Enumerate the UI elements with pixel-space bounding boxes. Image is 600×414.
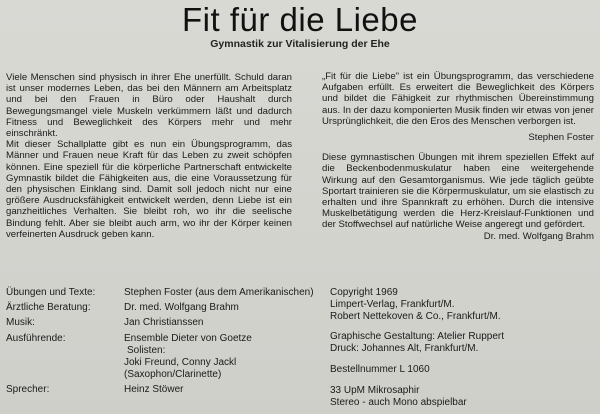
right-text-column (322, 71, 594, 242)
credit-value: Dr. med. Wolfgang Brahm (124, 302, 239, 314)
credit-row (6, 287, 324, 299)
copyright: Copyright 1969 (330, 287, 398, 298)
credit-row (6, 333, 324, 382)
quote-paragraph: „Fit für die Liebe" ist ein Übungsprogramm, das verschiedene Aufgaben erfüllt. Es erweitert die Beweglichkeit des Körpers und bildet die Fähigkeit zur rhythmischen Übereinstimmung aus. In der dazu komponierten Musik finden wir etwas von jener Ursprünglichkeit, die den Eros des Menschen verborgen ist. (322, 71, 594, 127)
soloists-label: Solisten: (127, 344, 166, 356)
publisher-info (330, 287, 592, 408)
left-text-column (6, 72, 292, 240)
publisher-line: Limpert-Verlag, Frankfurt/M. (330, 298, 455, 310)
medical-paragraph: Diese gymnastischen Übungen mit ihrem speziellen Effekt auf die Beckenbodenmuskulatur haben eine weitergehende Wirkung auf den Gesamtorganismus. Wie jede täglich geübte Sportart trainieren sie die Körpermuskulatur, um sie elastisch zu erhalten und ihre Spannkraft zu erhöhen. Durch die intensive Muskelbetätigung werden die Herz-Kreislauf-Funktionen und der Stoffwechsel auf natürliche Weise angeregt und gefördert. (322, 152, 594, 231)
body-paragraph: Mit dieser Schallplatte gibt es nun ein Übungsprogramm, das Männer und Frauen neue Kraft für das Leben zu zweit schöpfen können. Eine speziell für die körperliche Partnerschaft entwickelte Gymnastik bildet die Fähigkeiten aus, die eine Voraussetzung für den physischen Einklang sind. Damit soll jedoch nicht nur eine größere Ausdrucksfähigkeit entwickelt werden, denn Liebe ist ein ganzheitliches Verhalten. Sie bleibt roh, wo ihr die seelische Bindung fehlt. Aber sie bleibt auch arm, wo ihr der Körper keinen verfeinerten Ausdruck geben kann. (6, 139, 292, 240)
credit-row (6, 302, 324, 314)
record-format: 33 UpM Mikrosaphir (330, 384, 420, 396)
credit-label: Ärztliche Beratung: (6, 302, 91, 314)
credit-label: Sprecher: (6, 384, 50, 396)
credit-row (6, 317, 324, 329)
credit-label: Übungen und Texte: (6, 287, 96, 298)
credit-value: Heinz Stöwer (124, 384, 184, 396)
order-number: Bestellnummer L 1060 (330, 363, 430, 375)
credit-label: Ausführende: (6, 332, 66, 344)
credit-value (124, 333, 324, 382)
publisher-line-2: Robert Nettekoven & Co., Frankfurt/M. (330, 310, 501, 322)
credits-list (6, 287, 324, 400)
ensemble-name: Ensemble Dieter von Goetze (124, 332, 252, 344)
medical-author: Dr. med. Wolfgang Brahm (483, 230, 594, 242)
quote-author: Stephen Foster (528, 132, 594, 144)
page-title: Fit für die Liebe (182, 1, 418, 38)
stereo-note: Stereo - auch Mono abspielbar (330, 396, 467, 408)
design-credit: Graphische Gestaltung: Atelier Ruppert (330, 331, 504, 343)
intro-paragraph: Viele Menschen sind physisch in ihrer Ehe unerfüllt. Schuld daran ist unser modernes Leben, das bei den Männern am Arbeitsplatz und bei den Frauen in Büro oder Haushalt durch Bewegungsmangel viele Muskeln verkümmern läßt und dadurch Fitness und Beweglichkeit des Körpers mehr und mehr einschränkt. (6, 72, 292, 140)
credit-value: Jan Christianssen (124, 317, 204, 329)
credit-row (6, 384, 324, 396)
print-credit: Druck: Johannes Alt, Frankfurt/M. (330, 343, 479, 355)
soloists-names: Joki Freund, Conny Jackl (Saxophon/Clarinette) (124, 357, 237, 381)
credit-value: Stephen Foster (aus dem Amerikanischen) (124, 287, 314, 298)
credit-label: Musik: (6, 317, 35, 329)
page-subtitle: Gymnastik zur Vitalisierung der Ehe (210, 38, 390, 50)
